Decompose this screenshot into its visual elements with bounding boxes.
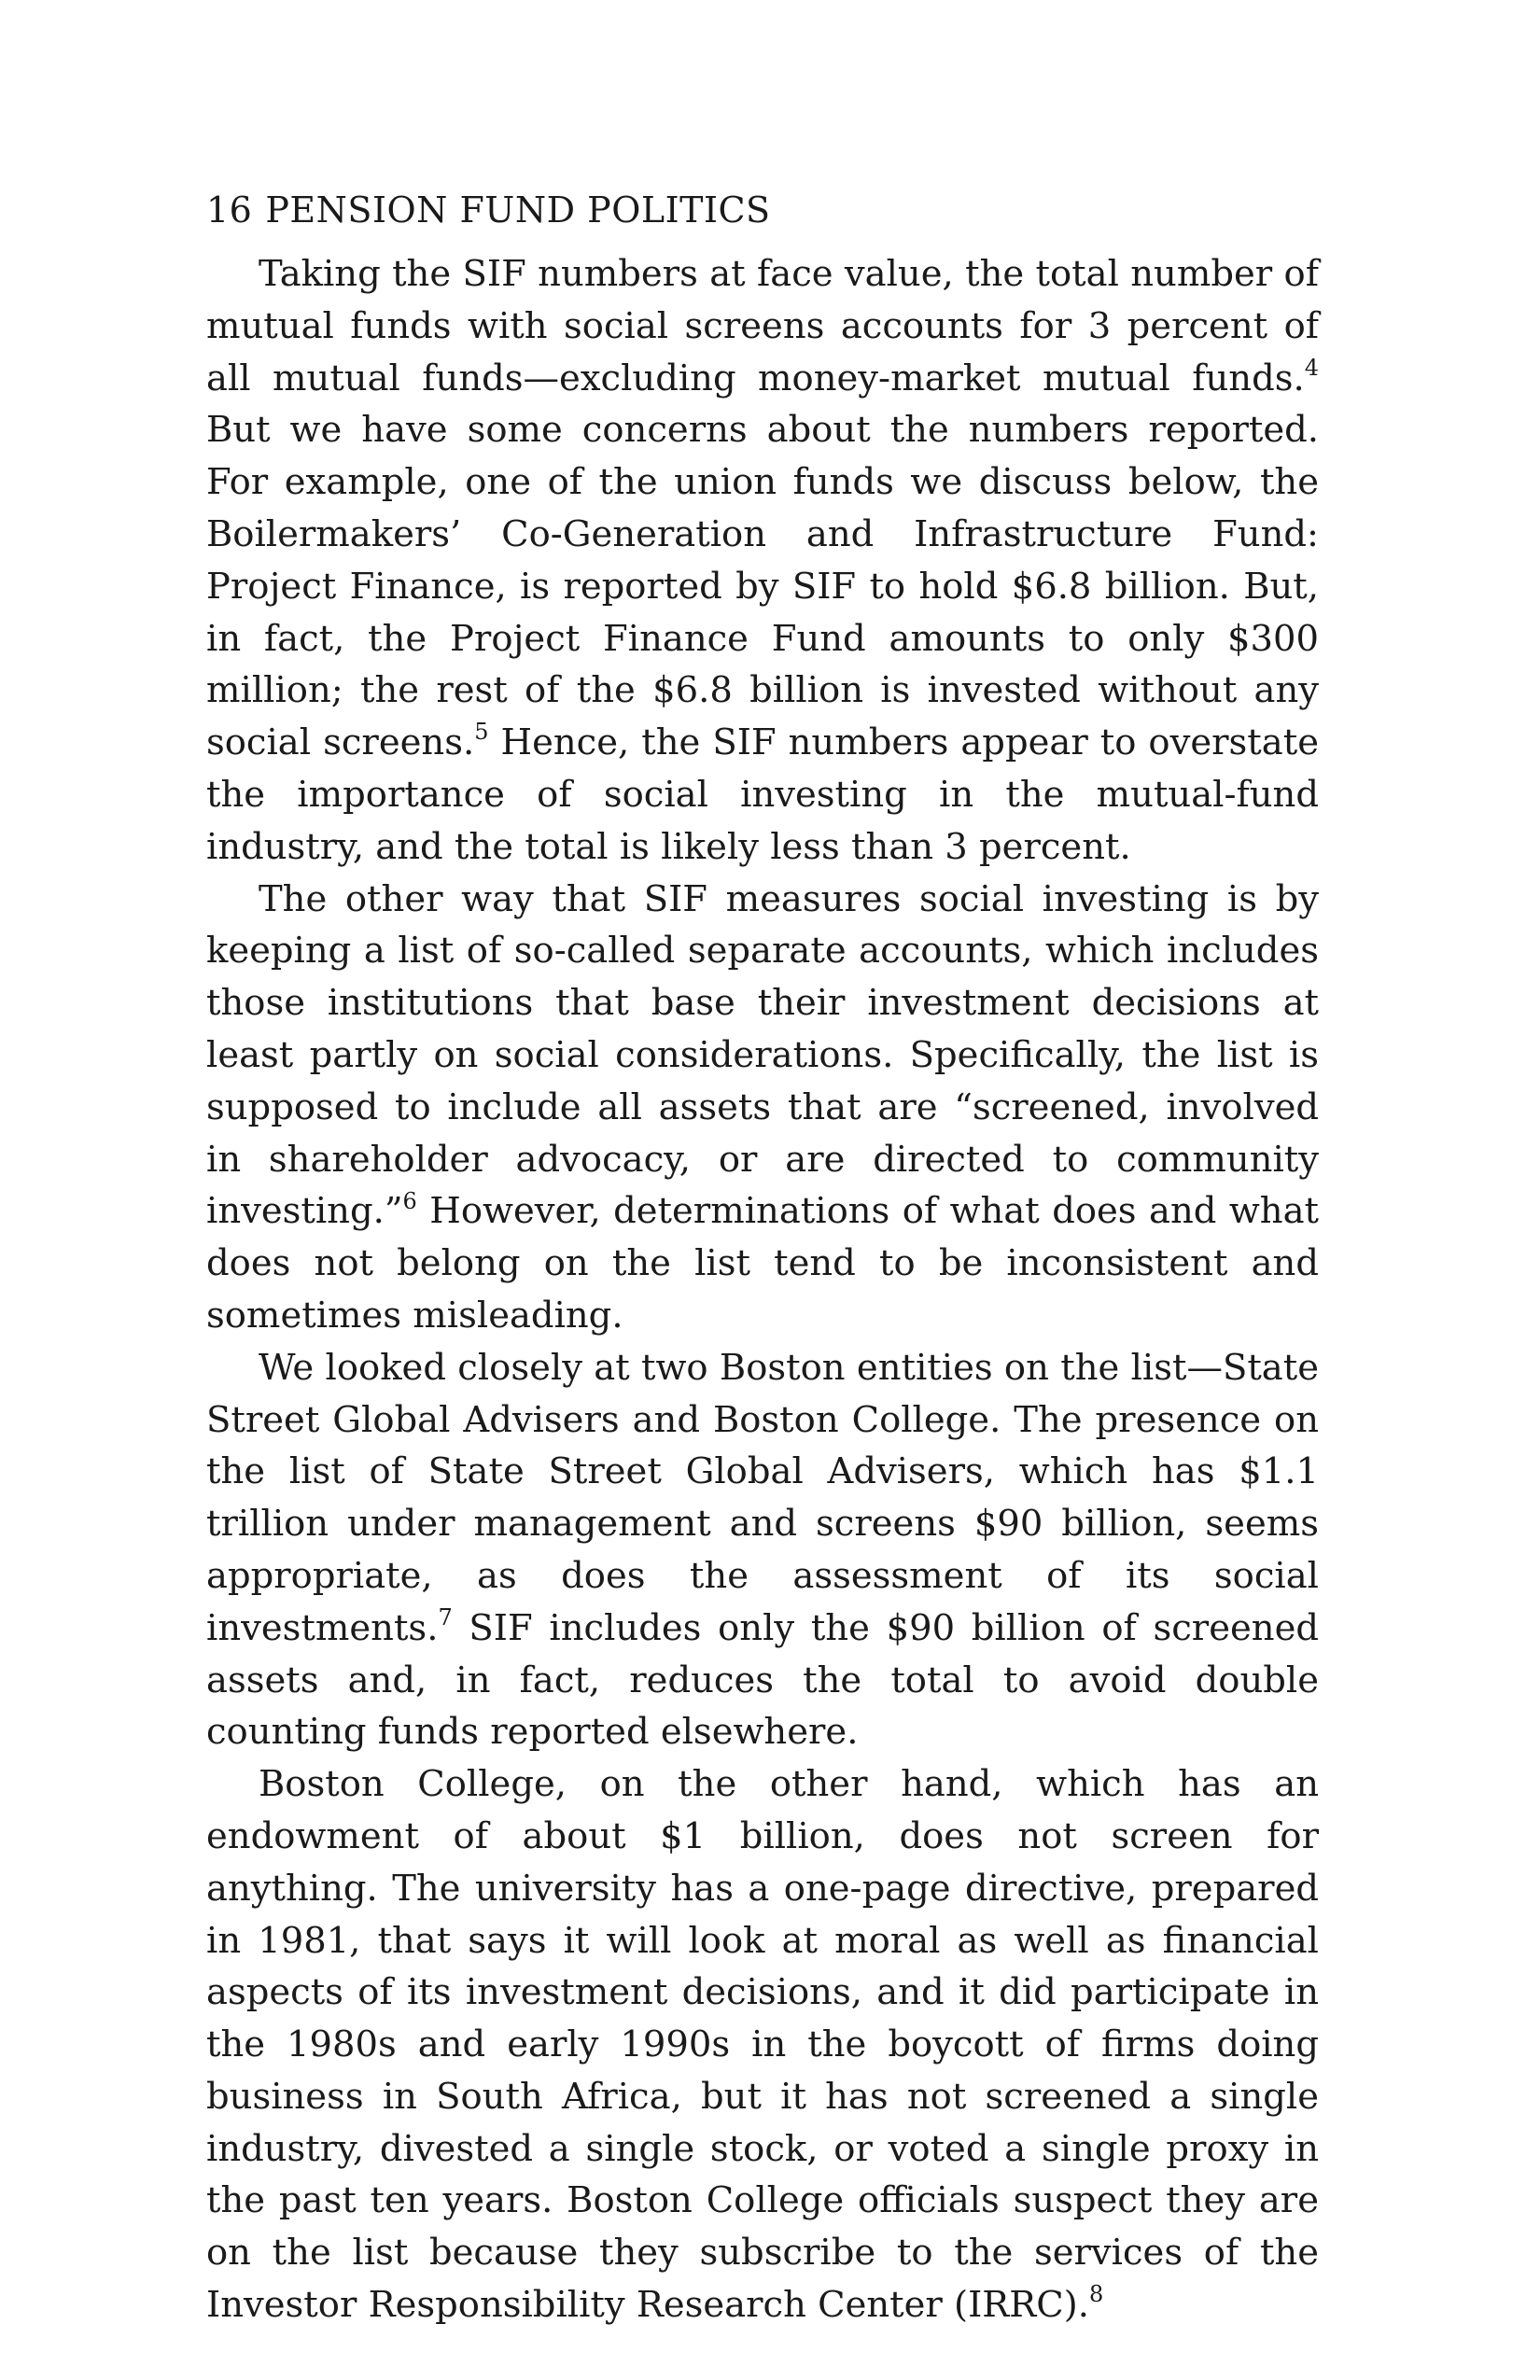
running-title: PENSION FUND POLITICS (265, 189, 771, 231)
running-head (206, 187, 1319, 233)
paragraph (206, 248, 1319, 874)
footnote-marker: 8 (1088, 2281, 1104, 2308)
page-number: 16 (206, 189, 253, 231)
paragraph (206, 1342, 1319, 1758)
paragraph-text: Taking the SIF numbers at face value, the total number of mutual funds with social screens accounts for 3 percent of all mutual funds—excluding money-market mutual funds. (206, 253, 1319, 399)
paragraph-text: We looked closely at two Boston entities on the list—State Street Global Advisers and Boston College. The presence on the list of State Street Global Advisers, which has $1.1 trillion under management and screens $90 billion, seems appropriate, as does the assessment of its social investments. (206, 1346, 1319, 1649)
paragraph-text: However, determinations of what does and what does not belong on the list tend to be inconsistent and sometimes misleading. (206, 1190, 1319, 1337)
paragraph-text: SIF includes only the $90 billion of screened assets and, in fact, reduces the total to avoid double counting funds reported elsewhere. (206, 1606, 1319, 1754)
footnote-marker: 7 (438, 1603, 453, 1631)
paragraph (206, 1758, 1319, 2331)
footnote-marker: 5 (474, 719, 489, 746)
paragraph-text: The other way that SIF measures social investing is by keeping a list of so-called separate accounts, which includes those institutions that base their investment decisions at least partly on social considerations. Specifically, the list is supposed to include all assets that are “screened, involved in shareholder advocacy, or are directed to community investing.” (206, 877, 1319, 1233)
paragraph-text: But we have some concerns about the numbers reported. For example, one of the union funds we discuss below, the Boilermakers’ Co-Generation and Infrastructure Fund: Project Finance, is reported by SIF to hold $6.8 billion. But, in fact, the Project Finance Fund amounts to only $300 million; the rest of the $6.8 billion is invested without any social screens. (206, 409, 1319, 764)
paragraph (206, 874, 1319, 1342)
paragraph-text: Boston College, on the other hand, which has an endowment of about $1 billion, does not screen for anything. The university has a one-page directive, prepared in 1981, that says it will look at moral as well as financial aspects of its investment decisions, and it did participate in the 1980s and early 1990s in the boycott of firms doing business in South Africa, but it has not screened a single industry, divested a single stock, or voted a single proxy in the past ten years. Boston College officials suspect they are on the list because they subscribe to the services of the Investor Responsibility Research Center (IRRC). (206, 1763, 1319, 2327)
paragraph-text: Hence, the SIF numbers appear to overstate the importance of social investing in the mutual-fund industry, and the total is likely less than 3 percent. (206, 721, 1319, 868)
footnote-marker: 6 (402, 1187, 417, 1214)
book-page (206, 187, 1319, 2331)
footnote-marker: 4 (1304, 354, 1319, 381)
